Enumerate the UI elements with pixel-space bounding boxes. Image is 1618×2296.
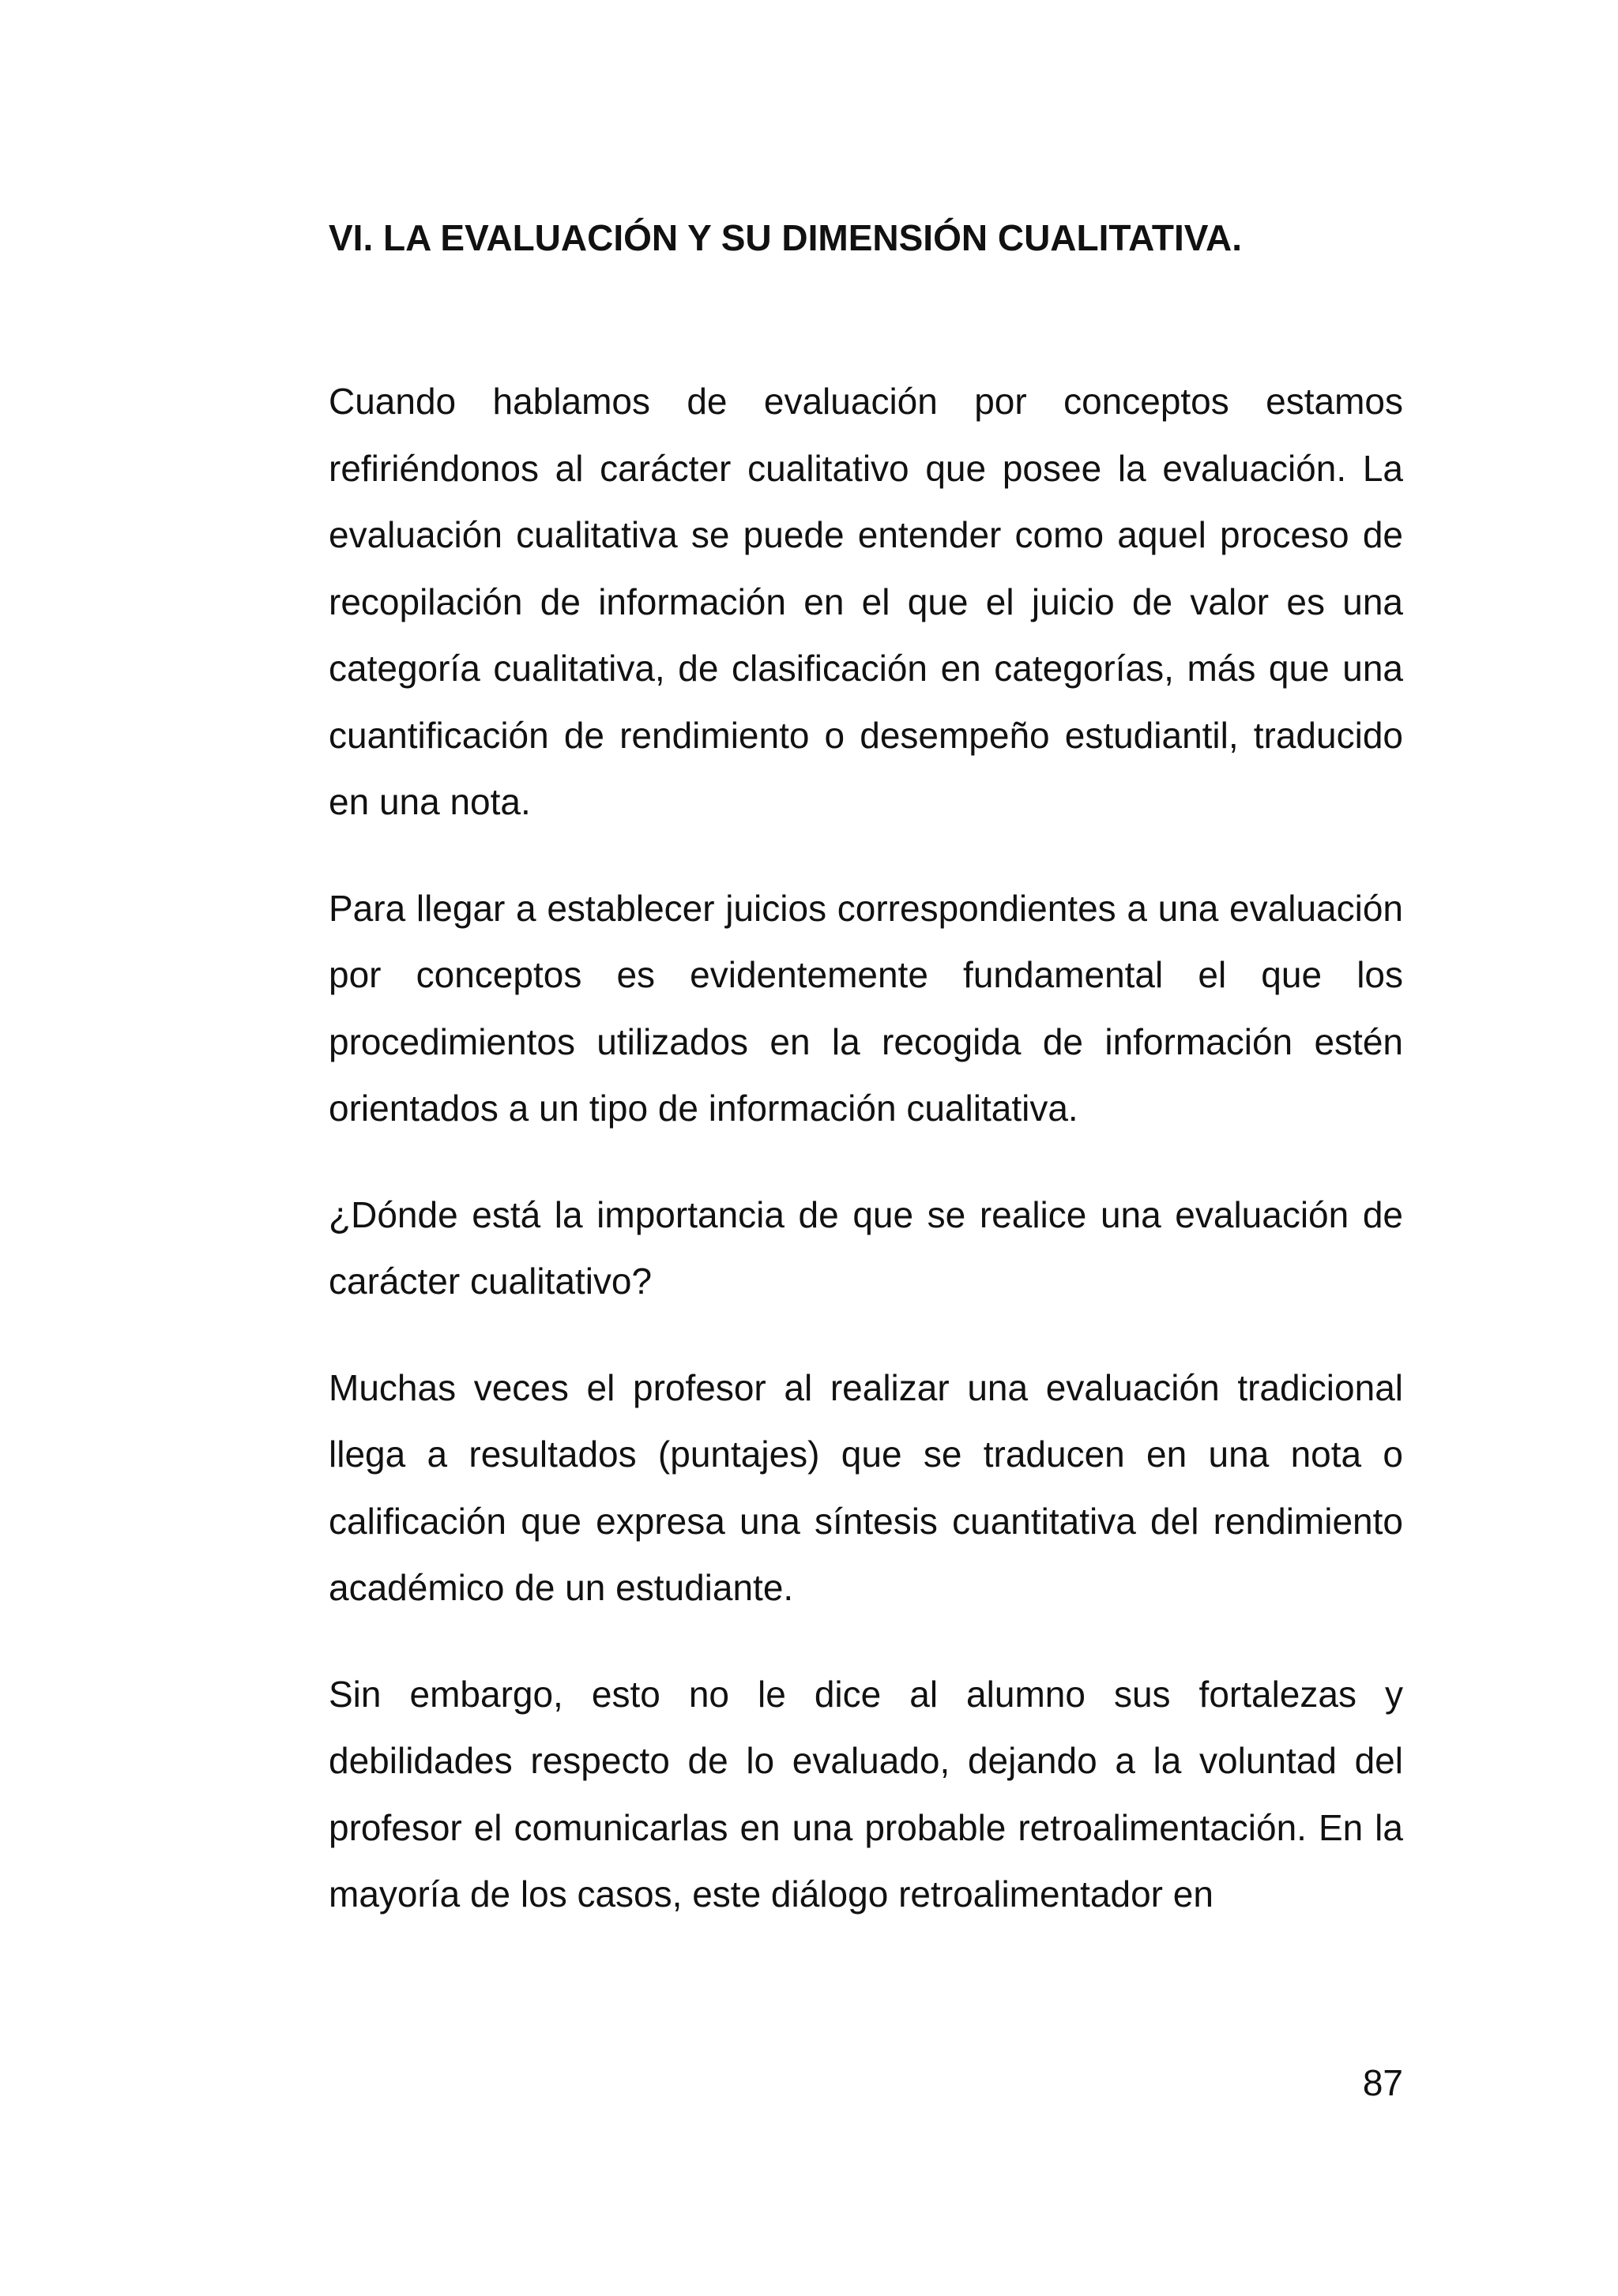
paragraph-2: Para llegar a establecer juicios correspondientes a una evaluación por conceptos es evidentemente fundamental el que los procedimientos utilizados en la recogida de información estén orientados a un tipo de información cualitativa.	[329, 887, 1403, 1129]
body-text	[329, 368, 1403, 1967]
paragraph-1: Cuando hablamos de evaluación por conceptos estamos refiriéndonos al carácter cualitativo que posee la evaluación. La evaluación cualitativa se puede entender como aquel proceso de recopilación de información en el que el juicio de valor es una categoría cualitativa, de clasificación en categorías, más que una cuantificación de rendimiento o desempeño estudiantil, traducido en una nota.	[329, 381, 1403, 822]
section-heading: VI. LA EVALUACIÓN Y SU DIMENSIÓN CUALITATIVA.	[329, 217, 1243, 258]
paragraph-3-question: ¿Dónde está la importancia de que se realice una evaluación de carácter cualitativo?	[329, 1193, 1403, 1302]
page-number: 87	[1362, 2062, 1403, 2103]
paragraph-4: Muchas veces el profesor al realizar una evaluación tradicional llega a resultados (puntajes) que se traducen en una nota o calificación que expresa una síntesis cuantitativa del rendimiento académico de un estudiante.	[329, 1366, 1403, 1608]
paragraph-5: Sin embargo, esto no le dice al alumno sus fortalezas y debilidades respecto de lo evaluado, dejando a la voluntad del profesor el comunicarlas en una probable retroalimentación. En la mayoría de los casos, este diálogo retroalimentador en	[329, 1673, 1403, 1915]
